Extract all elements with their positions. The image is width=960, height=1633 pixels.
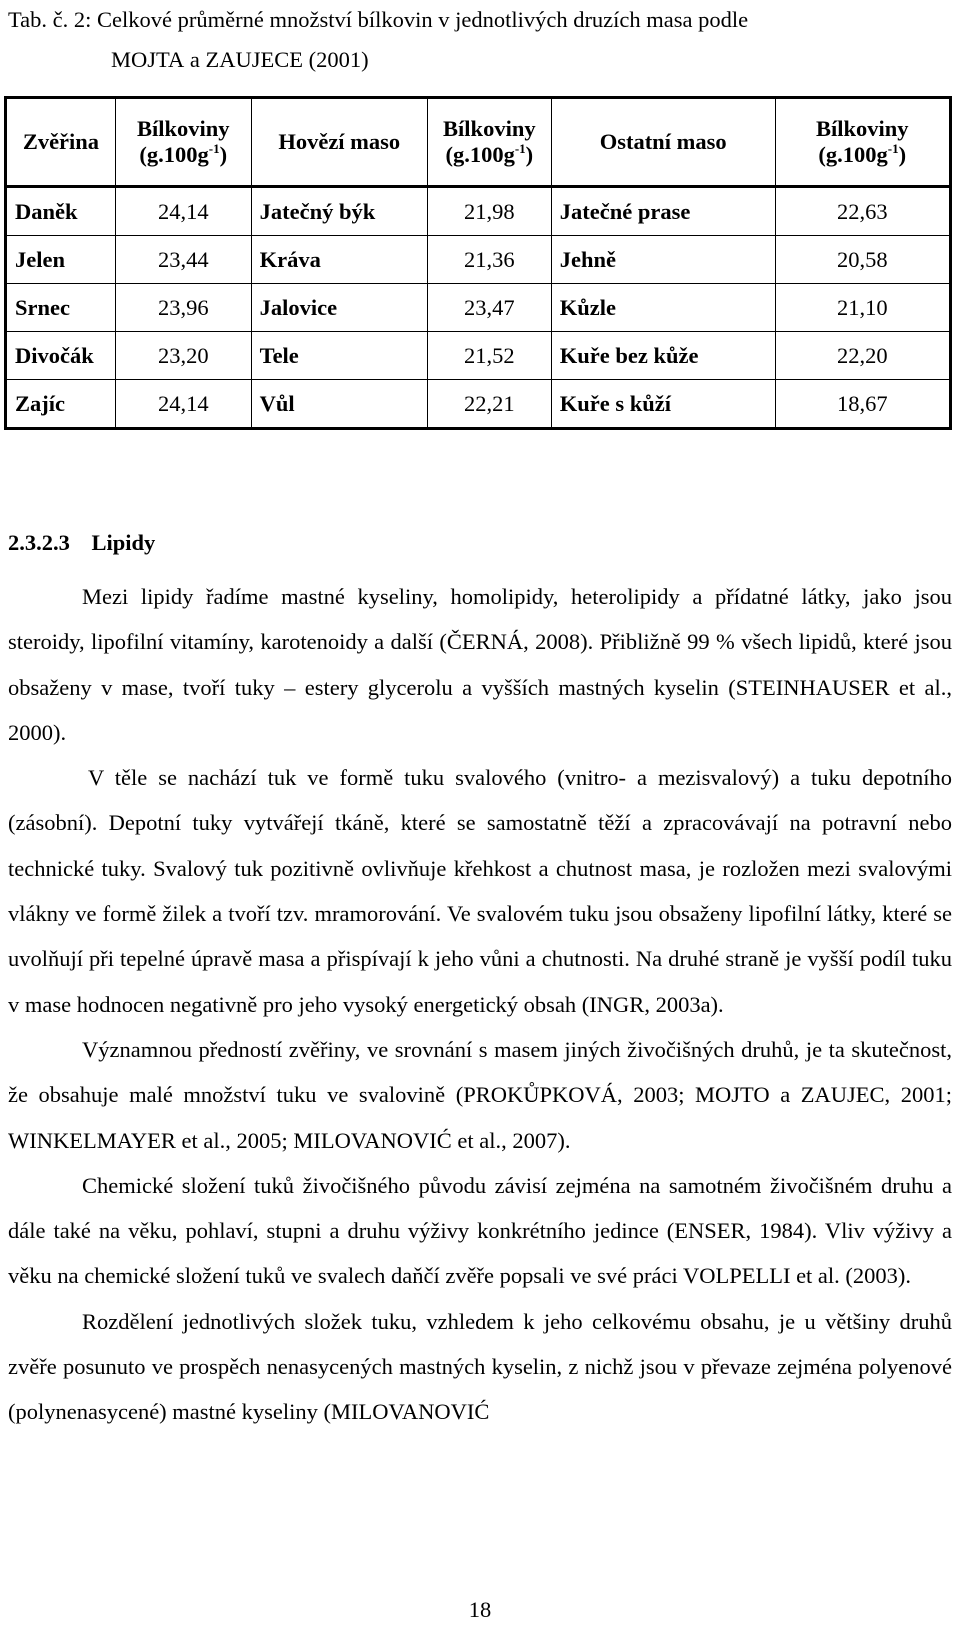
section-title: Lipidy: [91, 530, 156, 555]
cell-game-value: 23,20: [115, 332, 251, 380]
cell-beef-value: 21,36: [427, 236, 551, 284]
cell-other-value: 20,58: [775, 236, 950, 284]
cell-game: Jelen: [6, 236, 116, 284]
caption-line-2: MOJTA a ZAUJECE (2001): [111, 47, 369, 72]
cell-other: Jehně: [551, 236, 775, 284]
cell-beef: Jatečný býk: [251, 187, 427, 236]
body-text: [8, 574, 952, 1435]
cell-game-value: 23,96: [115, 284, 251, 332]
cell-beef-value: 23,47: [427, 284, 551, 332]
paragraph: V těle se nachází tuk ve formě tuku svalového (vnitro- a mezisvalový) a tuku depotního (zásobní). Depotní tuky vytvářejí tkáně, které se samostatně těží a zpracovávají na potravní nebo technické tuky. Svalový tuk pozitivně ovlivňuje křehkost a chutnost masa, je rozložen mezi svalovými vlákny ve formě žilek a tvoří tzv. mramorování. Ve svalovém tuku jsou obsaženy lipofilní látky, které se uvolňují při tepelné úpravě masa a přispívají k jeho vůni a chutnosti. Na druhé straně je vyšší podíl tuku v mase hodnocen negativně pro jeho vysoký energetický obsah (INGR, 2003a).: [8, 765, 952, 1017]
cell-other-value: 21,10: [775, 284, 950, 332]
cell-beef: Kráva: [251, 236, 427, 284]
header-other: Ostatní maso: [551, 98, 775, 187]
paragraph: Významnou předností zvěřiny, ve srovnání s masem jiných živočišných druhů, je ta skutečnost, že obsahuje malé množství tuku ve svalovině (PROKŮPKOVÁ, 2003; MOJTO a ZAUJEC, 2001; WINKELMAYER et al., 2005; MILOVANOVIĆ et al., 2007).: [8, 1036, 952, 1153]
cell-beef: Vůl: [251, 380, 427, 429]
table-row: [6, 284, 951, 332]
cell-other-value: 18,67: [775, 380, 950, 429]
cell-beef-value: 21,52: [427, 332, 551, 380]
cell-other-value: 22,63: [775, 187, 950, 236]
cell-game: Srnec: [6, 284, 116, 332]
table-header-row: [6, 98, 951, 187]
table-row: [6, 236, 951, 284]
cell-beef: Tele: [251, 332, 427, 380]
header-beef: Hovězí maso: [251, 98, 427, 187]
header-protein-beef: Bílkoviny $(g.100g^{-1})$: [427, 98, 551, 187]
cell-game-value: 23,44: [115, 236, 251, 284]
cell-beef-value: 22,21: [427, 380, 551, 429]
cell-beef-value: 21,98: [427, 187, 551, 236]
cell-other: Kuře s kůží: [551, 380, 775, 429]
table-row: [6, 332, 951, 380]
page-number: 18: [468, 1597, 492, 1622]
cell-game: Divočák: [6, 332, 116, 380]
header-game: Zvěřina: [6, 98, 116, 187]
paragraph: Rozdělení jednotlivých složek tuku, vzhledem k jeho celkovému obsahu, je u většiny druhů zvěře posunuto ve prospěch nenasycených mastných kyselin, z nichž jsou v převaze zejména polyenové (polynenasycené) mastné kyseliny (MILOVANOVIĆ: [8, 1308, 952, 1425]
paragraph: Mezi lipidy řadíme mastné kyseliny, homolipidy, heterolipidy a přídatné látky, jako jsou steroidy, lipofilní vitamíny, karotenoidy a další (ČERNÁ, 2008). Přibližně 99 % všech lipidů, které jsou obsaženy v mase, tvoří tuky – estery glycerolu a vyšších mastných kyselin (STEINHAUSER et al., 2000).: [8, 584, 952, 745]
table-row: [6, 380, 951, 429]
cell-other: Kuře bez kůže: [551, 332, 775, 380]
section-number: 2.3.2.3: [8, 530, 70, 555]
header-protein-other: Bílkoviny $(g.100g^{-1})$: [775, 98, 950, 187]
cell-game-value: 24,14: [115, 187, 251, 236]
header-protein-game: Bílkoviny $(g.100g^{-1})$: [115, 98, 251, 187]
cell-game-value: 24,14: [115, 380, 251, 429]
cell-other: Kůzle: [551, 284, 775, 332]
section-heading: [8, 530, 155, 556]
cell-game: Zajíc: [6, 380, 116, 429]
table-caption: [8, 0, 948, 80]
paragraph: Chemické složení tuků živočišného původu závisí zejména na samotném živočišném druhu a dále také na věku, pohlaví, stupni a druhu výživy konkrétního jedince (ENSER, 1984). Vliv výživy a věku na chemické složení tuků ve svalech daňčí zvěře popsali ve své práci VOLPELLI et al. (2003).: [8, 1172, 953, 1289]
cell-other-value: 22,20: [775, 332, 950, 380]
cell-game: Daněk: [6, 187, 116, 236]
protein-table: [4, 96, 952, 430]
cell-beef: Jalovice: [251, 284, 427, 332]
table-row: [6, 187, 951, 236]
cell-other: Jatečné prase: [551, 187, 775, 236]
caption-line-1: Tab. č. 2: Celkové průměrné množství bílkovin v jednotlivých druzích masa podle: [8, 7, 749, 32]
